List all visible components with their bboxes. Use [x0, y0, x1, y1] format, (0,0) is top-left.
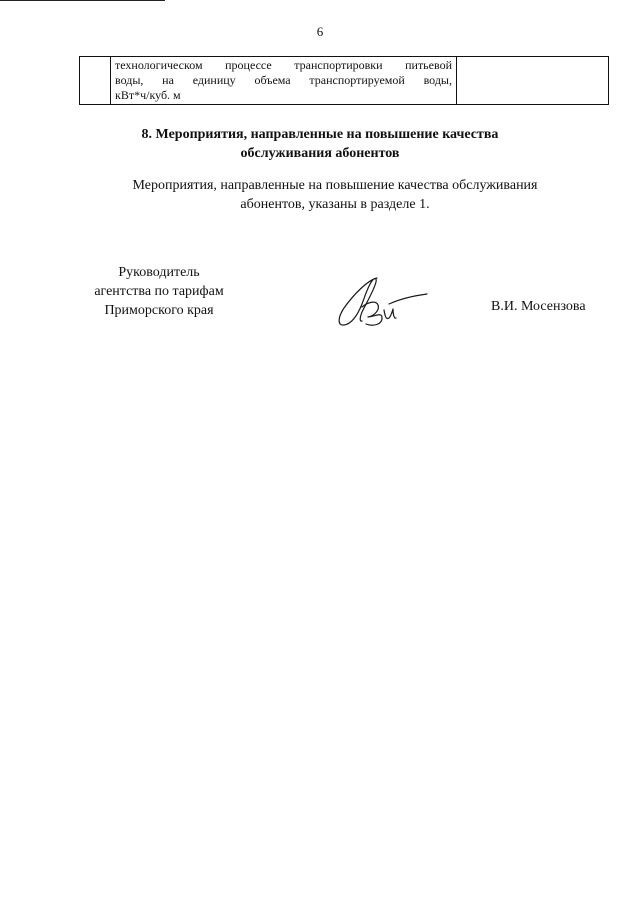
- section-body: [0, 176, 640, 214]
- signer-name: В.И. Мосензова: [491, 299, 586, 314]
- row-number-cell: [80, 57, 111, 105]
- signer-position-line: Приморского края: [104, 303, 214, 318]
- signer-position-line: агентства по тарифам: [94, 284, 224, 299]
- section-heading: [0, 125, 640, 163]
- row-value-cell: [457, 57, 609, 105]
- row-text-line: технологическом процессе транспортировки питьевой: [115, 58, 452, 72]
- row-text-line: воды, на единицу объема транспортируемой воды,: [115, 73, 452, 87]
- signer-position-line: Руководитель: [118, 265, 200, 280]
- section-body-line: абонентов, указаны в разделе 1.: [240, 197, 430, 212]
- handwritten-signature: [332, 272, 432, 332]
- top-rule: [0, 0, 165, 1]
- page-number: 6: [316, 24, 324, 39]
- table-row: [80, 57, 609, 105]
- signer-position: [76, 263, 242, 320]
- continuation-table: [79, 56, 609, 105]
- section-body-line: Мероприятия, направленные на повышение качества обслуживания: [132, 178, 538, 193]
- row-text-line: кВт*ч/куб. м: [115, 88, 181, 102]
- section-heading-line: обслуживания абонентов: [240, 146, 400, 161]
- row-text-cell: [111, 57, 457, 105]
- section-heading-line: 8. Мероприятия, направленные на повышение качества: [141, 127, 499, 142]
